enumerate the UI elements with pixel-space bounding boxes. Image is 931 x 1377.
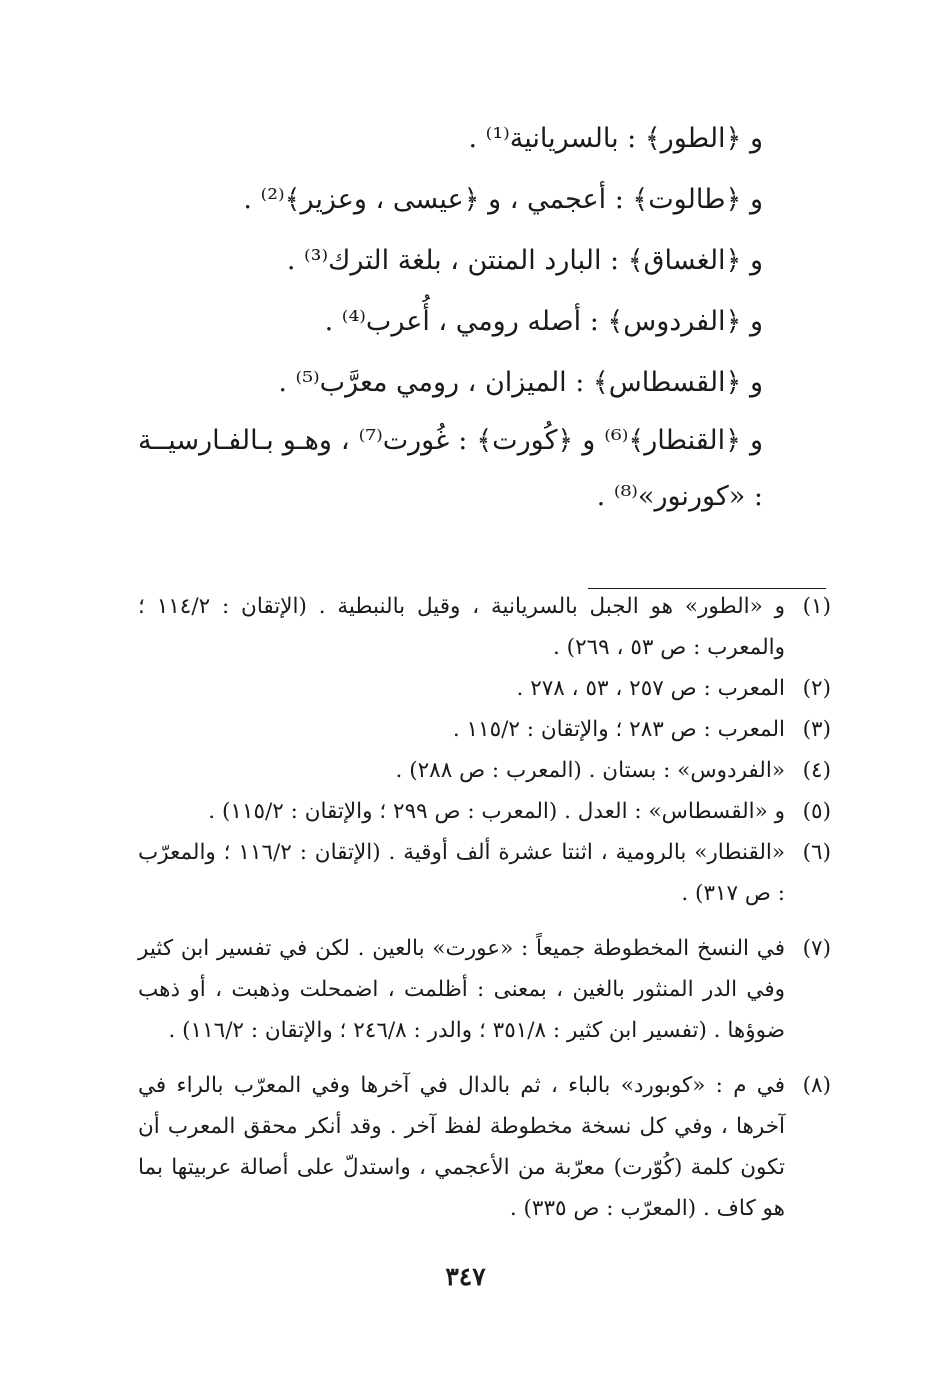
- page-number: ٣٤٧: [445, 1262, 486, 1291]
- footnote: [138, 586, 831, 668]
- footnote-text: «الفردوس» : بستان . (المعرب : ص ٢٨٨) .: [395, 758, 785, 783]
- footnote: [138, 928, 831, 1051]
- entry-al-firdaws: و ﴿الفردوس﴾ : أصله رومي ، أُعرب⁽⁴⁾ .: [324, 306, 763, 337]
- footnote: [138, 750, 831, 791]
- entry-al-qintar: و ﴿القنطار﴾⁽⁶⁾ و ﴿كُورت﴾ : غُورت⁽⁷⁾ ، وهـو بـالفـارسيــة : «كورنور»⁽⁸⁾ .: [138, 425, 764, 512]
- footnote-text: و «الطور» هو الجبل بالسريانية ، وقيل بالنبطية . (الإتقان : ١١٤/٢ ؛ والمعرب : ص ٥٣ ، ٢٦٩) .: [138, 594, 786, 660]
- footnote-number: (٨): [802, 1073, 831, 1098]
- entry-al-tur: و ﴿الطور﴾ : بالسريانية⁽¹⁾ .: [468, 123, 763, 154]
- footnote-text: و «القسطاس» : العدل . (المعرب : ص ٢٩٩ ؛ والإتقان : ١١٥/٢) .: [208, 799, 785, 824]
- footnotes: [138, 586, 831, 1229]
- footnote-number: (٢): [802, 676, 831, 701]
- footnote: [138, 832, 831, 914]
- footnote-number: (١): [802, 594, 831, 619]
- footnote: [138, 668, 831, 709]
- footnote-number: (٥): [802, 799, 831, 824]
- footnote-text: المعرب : ص ٢٥٧ ، ٥٣ ، ٢٧٨ .: [516, 676, 785, 701]
- entry-talut: و ﴿طالوت﴾ : أعجمي ، و ﴿عيسى ، وعزير﴾⁽²⁾ .: [243, 184, 763, 215]
- footnote-text: في م : «كوبورد» بالباء ، ثم بالدال في آخرها وفي المعرّب بالراء في آخرها ، وفي كل نسخة مخطوطة لفظ آخر . وقد أنكر محقق المعرب أن تكون كلمة (كُوّرت) معرّبة من الأعجمي ، واستدلّ على أصالة عربيتها بما هو كاف . (المعرّب : ص ٣٣٥) .: [138, 1073, 785, 1221]
- footnote-text: المعرب : ص ٢٨٣ ؛ والإتقان : ١١٥/٢ .: [452, 717, 785, 742]
- footnote: [138, 1065, 831, 1229]
- entry-al-qistas: و ﴿القسطاس﴾ : الميزان ، رومي معرَّب⁽⁵⁾ .: [278, 367, 763, 398]
- entry-al-ghassaq: و ﴿الغساق﴾ : البارد المنتن ، بلغة الترك⁽³⁾ .: [286, 245, 763, 276]
- footnote-text: «القنطار» بالرومية ، اثنتا عشرة ألف أوقية . (الإتقان : ١١٦/٢ ؛ والمعرّب : ص ٣١٧) .: [138, 840, 785, 906]
- footnote-text: في النسخ المخطوطة جميعاً : «عورت» بالعين . لكن في تفسير ابن كثير وفي الدر المنثور بالغين ، بمعنى : أظلمت ، اضمحلت وذهبت ، أو ذهب ضوؤها . (تفسير ابن كثير : ٣٥١/٨ ؛ والدر : ٢٤٦/٨ ؛ والإتقان : ١١٦/٢) .: [138, 936, 785, 1043]
- footnote-number: (٤): [802, 758, 831, 783]
- main-text: [138, 108, 763, 525]
- footnote-number: (٣): [802, 717, 831, 742]
- footnote-number: (٦): [802, 840, 831, 865]
- footnote: [138, 709, 831, 750]
- footnote: [138, 791, 831, 832]
- footnote-number: (٧): [802, 936, 831, 961]
